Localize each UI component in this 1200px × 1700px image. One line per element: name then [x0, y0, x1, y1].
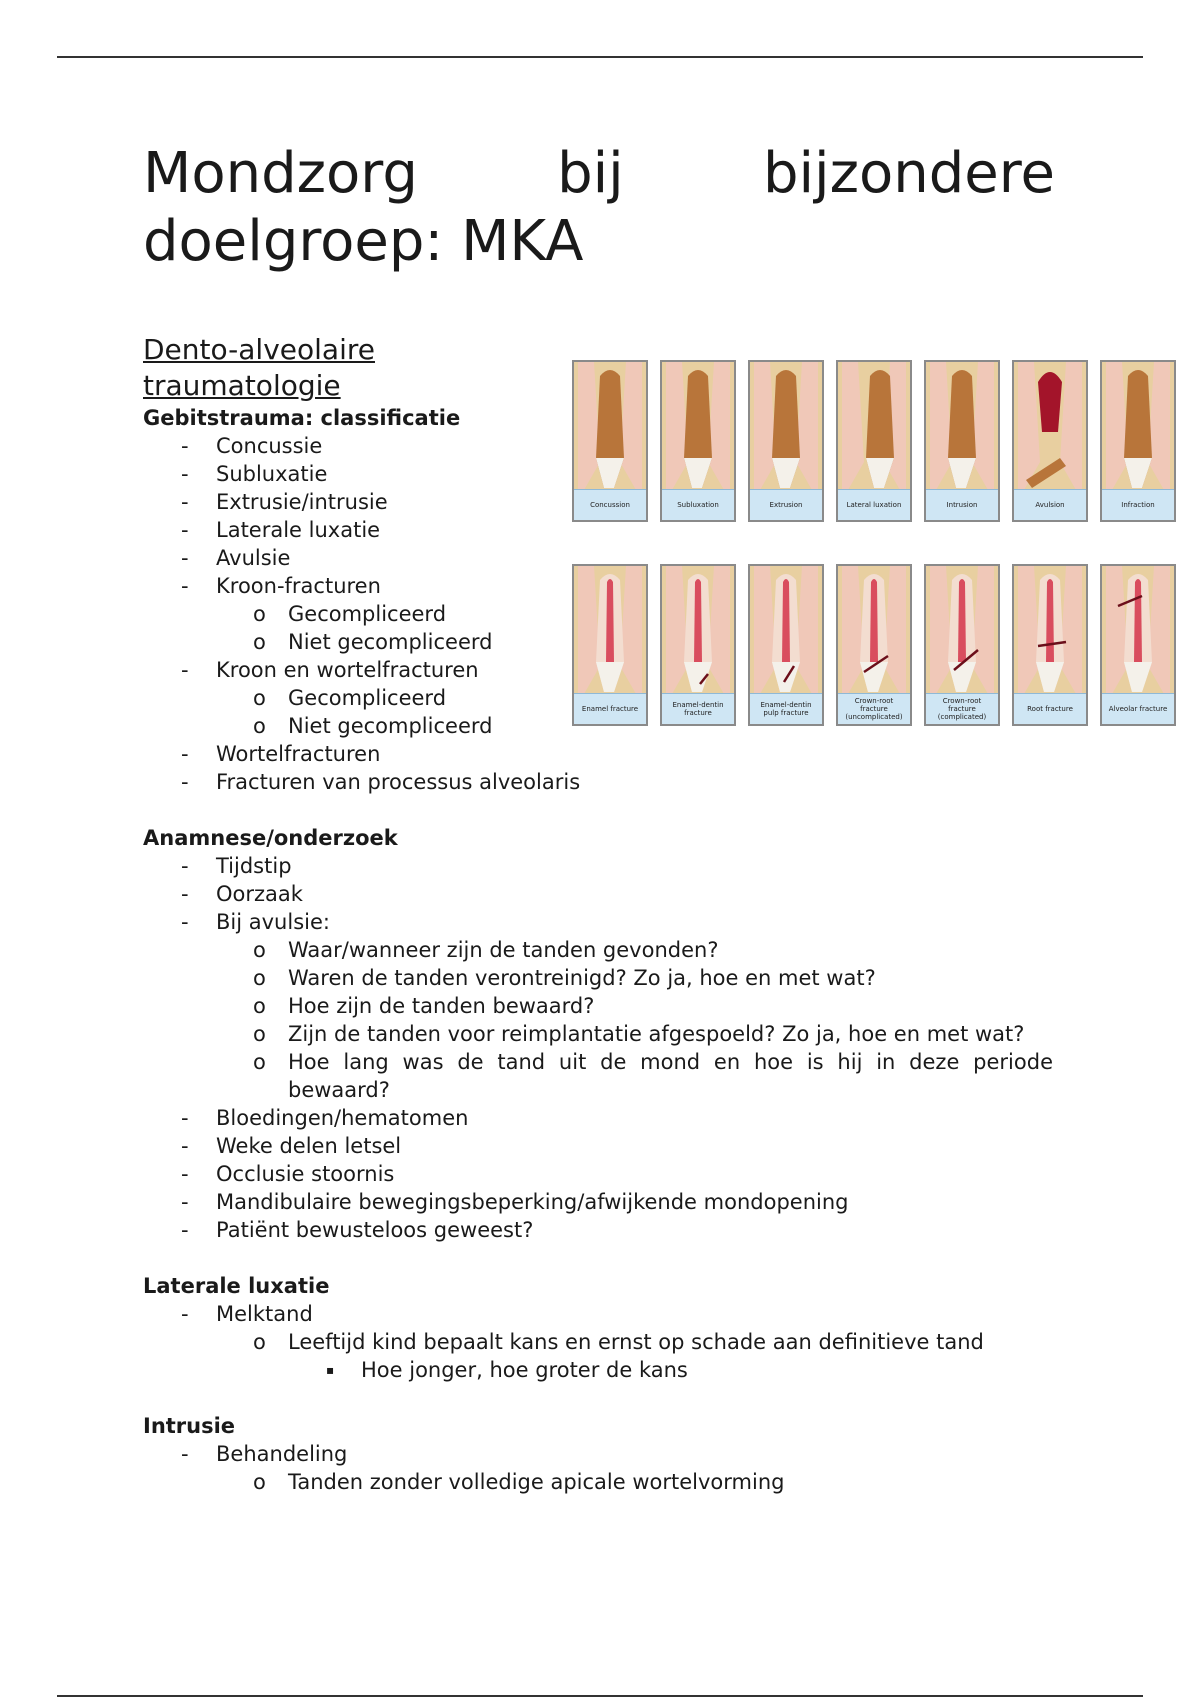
header-rule: [57, 56, 1143, 58]
list-item: - Wortelfracturen: [181, 742, 381, 766]
figure-panel: [748, 564, 824, 726]
tooth-illustration: [1014, 566, 1086, 694]
tooth-illustration: [1014, 362, 1086, 490]
list-item: - Oorzaak: [181, 882, 303, 906]
figure-panel: [660, 564, 736, 726]
figure-caption: Subluxation: [662, 489, 734, 520]
tooth-illustration: [750, 362, 822, 490]
figure-panel: [1100, 564, 1176, 726]
tooth-illustration: [1102, 362, 1174, 490]
figure-panel: [1012, 360, 1088, 522]
tooth-trauma-figure: [572, 360, 1180, 730]
tooth-illustration: [838, 362, 910, 490]
figure-caption: Lateral luxation: [838, 489, 910, 520]
sub-list-item: o Gecompliceerd: [253, 686, 447, 710]
classification-heading: Gebitstrauma: classificatie: [143, 406, 461, 430]
list-item: - Weke delen letsel: [181, 1134, 402, 1158]
list-item: - Tijdstip: [181, 854, 292, 878]
tooth-illustration: [838, 566, 910, 694]
sub-list-item: o Niet gecompliceerd: [253, 714, 493, 738]
figure-panel: [748, 360, 824, 522]
figure-caption: Concussion: [574, 489, 646, 520]
figure-caption: Enamel-dentin pulp fracture: [750, 693, 822, 724]
sub-list-item: o Leeftijd kind bepaalt kans en ernst op schade aan definitieve tand: [253, 1330, 984, 1354]
list-item: - Concussie: [181, 434, 323, 458]
figure-caption: Avulsion: [1014, 489, 1086, 520]
list-item: - Occlusie stoornis: [181, 1162, 395, 1186]
section-heading: Dento-alveolaire traumatologie: [143, 333, 375, 402]
list-item: - Bij avulsie:: [181, 910, 330, 934]
tooth-illustration: [662, 566, 734, 694]
intrusie-heading: Intrusie: [143, 1414, 236, 1438]
list-item: - Melktand: [181, 1302, 313, 1326]
sub-list-item: o Gecompliceerd: [253, 602, 447, 626]
list-item: - Fracturen van processus alveolaris: [181, 770, 581, 794]
list-item: - Kroon-fracturen: [181, 574, 381, 598]
figure-caption: Enamel-dentin fracture: [662, 693, 734, 724]
tooth-illustration: [1102, 566, 1174, 694]
tooth-illustration: [926, 362, 998, 490]
sub-list-item: o Hoe lang was de tand uit de mond en hoe is hij in deze periode bewaard?: [253, 1050, 1053, 1102]
sub-list-item: o Waar/wanneer zijn de tanden gevonden?: [253, 938, 719, 962]
tooth-illustration: [574, 566, 646, 694]
page-title: Mondzorg bij bijzondere doelgroep: MKA: [143, 141, 1055, 274]
figure-caption: Infraction: [1102, 489, 1174, 520]
sub-list-item: o Tanden zonder volledige apicale wortelvorming: [253, 1470, 785, 1494]
list-item: - Subluxatie: [181, 462, 328, 486]
sub-list-item: o Niet gecompliceerd: [253, 630, 493, 654]
figure-panel: [836, 564, 912, 726]
list-item: - Avulsie: [181, 546, 291, 570]
list-item: - Extrusie/intrusie: [181, 490, 388, 514]
sub-list-item: o Waren de tanden verontreinigd? Zo ja, hoe en met wat?: [253, 966, 876, 990]
sub-list-item: o Hoe zijn de tanden bewaard?: [253, 994, 595, 1018]
laterale-luxatie-heading: Laterale luxatie: [143, 1274, 330, 1298]
list-item: - Kroon en wortelfracturen: [181, 658, 479, 682]
figure-panel: [572, 360, 648, 522]
list-item: - Behandeling: [181, 1442, 348, 1466]
tooth-illustration: [926, 566, 998, 694]
figure-panel: [1100, 360, 1176, 522]
list-item: - Laterale luxatie: [181, 518, 381, 542]
figure-caption: Root fracture: [1014, 693, 1086, 724]
tooth-illustration: [574, 362, 646, 490]
list-item: - Bloedingen/hematomen: [181, 1106, 469, 1130]
list-item: - Patiënt bewusteloos geweest?: [181, 1218, 534, 1242]
tooth-illustration: [750, 566, 822, 694]
figure-panel: [836, 360, 912, 522]
figure-caption: Extrusion: [750, 489, 822, 520]
figure-panel: [1012, 564, 1088, 726]
figure-caption: Intrusion: [926, 489, 998, 520]
figure-panel: [924, 564, 1000, 726]
figure-caption: Alveolar fracture: [1102, 693, 1174, 724]
figure-panel: [924, 360, 1000, 522]
footer-rule: [57, 1695, 1143, 1697]
figure-panel: [572, 564, 648, 726]
figure-panel: [660, 360, 736, 522]
figure-caption: Crown-root fracture (complicated): [926, 693, 998, 724]
anamnese-heading: Anamnese/onderzoek: [143, 826, 398, 850]
figure-caption: Crown-root fracture (uncomplicated): [838, 693, 910, 724]
sub-sub-list-item: ▪ Hoe jonger, hoe groter de kans: [326, 1358, 688, 1382]
list-item: - Mandibulaire bewegingsbeperking/afwijkende mondopening: [181, 1190, 849, 1214]
tooth-illustration: [662, 362, 734, 490]
sub-list-item: o Zijn de tanden voor reimplantatie afgespoeld? Zo ja, hoe en met wat?: [253, 1022, 1025, 1046]
figure-caption: Enamel fracture: [574, 693, 646, 724]
